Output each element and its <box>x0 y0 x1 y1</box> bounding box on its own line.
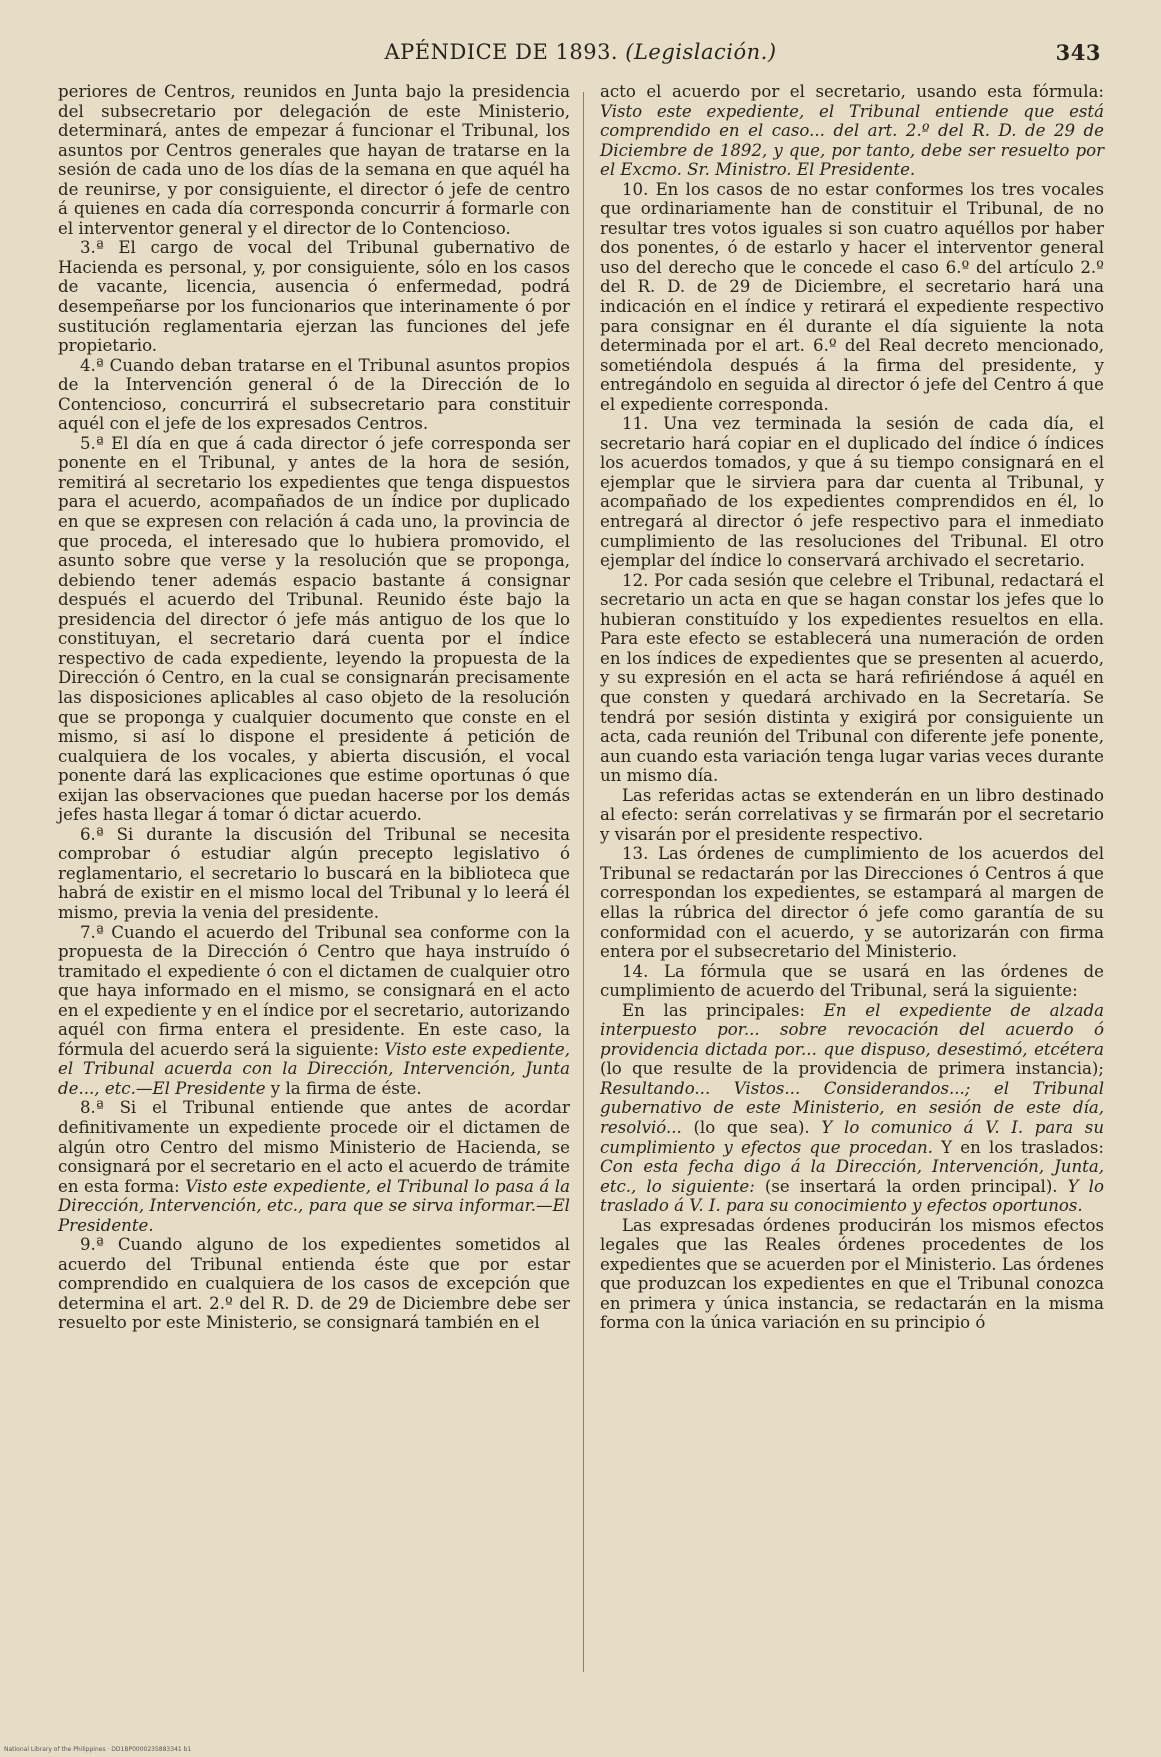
paragraph-text: 8.ª Si el Tribunal entiende que antes de acordar definitivamente un expediente procede oir el dictamen de algún otro Centro del mismo Ministerio de Hacienda, se consignará por el secretario en el acto el acuerdo de trámite en esta forma: <box>58 1098 570 1196</box>
paragraph-text: Las expresadas órdenes producirán los mismos efectos legales que las Reales órdenes procedentes de los expedientes que se acuerden por el Ministerio. Las órdenes que produzcan los expedientes en que el Tribunal conozca en primera y única instancia, se redactarán en la misma forma con la única variación en su principio ó <box>600 1215 1104 1333</box>
paragraph-text: 11. Una vez terminada la sesión de cada día, el secretario hará copiar en el duplicado del índice ó índices los acuerdos tomados, y que á su tiempo consignará en el ejemplar que le sirviera para dar cuenta al Tribunal, y acompañado de los expedientes comprendidos en él, lo entregará al director ó jefe respectivo para el inmediato cumplimiento de las resoluciones del Tribunal. El otro ejemplar del índice lo conservará archivado el secretario. <box>600 414 1104 571</box>
paragraph <box>600 786 1104 845</box>
paragraph-text: 6.ª Si durante la discusión del Tribunal se necesita comprobar ó estudiar algún precepto legislativo ó reglamentario, el secretario lo buscará en la biblioteca que habrá de existir en el mismo local del Tribunal y lo leerá él mismo, previa la venia del presidente. <box>58 824 570 922</box>
paragraph <box>600 844 1104 961</box>
paragraph <box>600 180 1104 415</box>
italic-text: Visto este expediente, el Tribunal entiende que está comprendido en el caso... del art. 2.º del R. D. de 29 de Diciembre de 1892, y que, por tanto, debe ser resuelto por el Excmo. Sr. Ministro. El Presidente. <box>600 101 1104 180</box>
paragraph-text: 4.ª Cuando deban tratarse en el Tribunal asuntos propios de la Intervención general ó de la Dirección de lo Contencioso, concurrirá el subsecretario para constituir aquél con el jefe de los expresados Centros. <box>58 355 570 434</box>
paragraph-text: 7.ª Cuando el acuerdo del Tribunal sea conforme con la propuesta de la Dirección ó Centro que haya instruído ó tramitado el expediente ó con el dictamen de cualquier otro que haya informado en el mismo, se consignará en el acto en el expediente y en el índice por el secretario, autorizando aquél con firma entera el presidente. En este caso, la fórmula del acuerdo será la siguiente: <box>58 922 570 1059</box>
page-header <box>60 40 1101 80</box>
paragraph-text: 13. Las órdenes de cumplimiento de los acuerdos del Tribunal se redactarán por las Direcciones ó Centros á que correspondan los expedientes, se estampará al margen de ellas la rúbrica del director ó jefe como garantía de su conformidad con el acuerdo, y se autorizarán con firma entera por el subsecretario del Ministerio. <box>600 844 1104 962</box>
paragraph <box>58 825 570 923</box>
italic-text: En el expediente de alzada interpuesto por... sobre revocación del acuerdo ó providencia dictada por... que dispuso, desestimó, etcétera <box>600 1000 1104 1059</box>
paragraph <box>600 1001 1104 1216</box>
paragraph-text: (lo que sea). <box>681 1117 822 1137</box>
paragraph-text: (lo que resulte de la providencia de primera instancia); <box>600 1059 1104 1079</box>
paragraph <box>58 82 570 238</box>
paragraph <box>58 434 570 825</box>
paragraph-text: 12. Por cada sesión que celebre el Tribunal, redactará el secretario un acta en que se hagan constar los jefes que lo hubieran constituído y los expedientes resueltos en ella. Para este efecto se establecerá una numeración de orden en los índices de expedientes que se presenten al acuerdo, y su expresión en el acta se hará refiriéndose á aquél en que consten y quedará archivado en la Secretaría. Se tendrá por sesión distinta y exigirá por consiguiente un acta, cada reunión del Tribunal con diferente jefe ponente, aun cuando esta variación tenga lugar varias veces durante un mismo día. <box>600 570 1104 786</box>
paragraph-text: acto el acuerdo por el secretario, usando esta fórmula: <box>600 82 1104 101</box>
paragraph-text: y la firma de éste. <box>265 1078 422 1098</box>
paragraph-text: En las principales: <box>622 1000 824 1020</box>
paragraph-text: (se insertará la orden principal). <box>754 1176 1068 1196</box>
paragraph-text: 3.ª El cargo de vocal del Tribunal gubernativo de Hacienda es personal, y, por consiguiente, sólo en los casos de vacante, licencia, ausencia ó enfermedad, podrá desempeñarse por los funcionarios que interinamente ó por sustitución reglamentaria ejerzan las funciones del jefe propietario. <box>58 238 570 356</box>
paragraph-text: Las referidas actas se extenderán en un libro destinado al efecto: serán correlativas y se firmarán por el secretario y visarán por el presidente respectivo. <box>600 785 1104 844</box>
paragraph-text: 10. En los casos de no estar conformes los tres vocales que ordinariamente han de constituir el Tribunal, de no resultar tres votos iguales si son cuatro aquéllos por haber dos ponentes, ó de estarlo y hacer el interventor general uso del derecho que le concede el caso 6.º del artículo 2.º del R. D. de 29 de Diciembre, el secretario hará una indicación en el índice y retirará el expediente respectivo para consignar en él durante el día siguiente la nota determinada por el art. 6.º del Real decreto mencionado, sometiéndola después á la firma del presidente, y entregándolo en seguida al director ó jefe del Centro á que el expediente corresponda. <box>600 179 1104 414</box>
scan-credit: National Library of the Philippines · DD1BP0000235883341 b1 <box>4 1746 192 1753</box>
italic-text: Y lo traslado á V. I. para su conocimiento y efectos oportunos. <box>600 1176 1104 1216</box>
page-number: 343 <box>1055 40 1101 65</box>
italic-text: Con esta fecha digo á la Dirección, Intervención, Junta, etc., lo siguiente: <box>600 1157 1104 1196</box>
italic-text: Visto este expediente, el Tribunal acuerda con la Dirección, Intervención, Junta de..., etc.—El Presidente <box>58 1039 570 1098</box>
paragraph-text: 14. La fórmula que se usará en las órdenes de cumplimiento de acuerdo del Tribunal, será la siguiente: <box>600 961 1104 1001</box>
paragraph <box>58 356 570 434</box>
paragraph <box>58 238 570 355</box>
column-divider <box>583 92 584 1672</box>
right-column <box>600 82 1104 1333</box>
paragraph-text: periores de Centros, reunidos en Junta bajo la presidencia del subsecretario por delegación de este Ministerio, determinará, antes de empezar á funcionar el Tribunal, los asuntos por Centros generales que hayan de tratarse en la sesión de cada uno de los días de la semana en que aquél ha de reunirse, y por consiguiente, el director ó jefe de centro á quienes en cada día corresponda concurrir á formarle con el interventor general y el director de lo Contencioso. <box>58 82 570 238</box>
running-title-text: APÉNDICE DE 1893. <box>384 40 626 64</box>
paragraph <box>600 571 1104 786</box>
paragraph <box>58 1098 570 1235</box>
paragraph <box>58 923 570 1099</box>
paragraph-text: 9.ª Cuando alguno de los expedientes sometidos al acuerdo del Tribunal entienda éste que por estar comprendido en cualquiera de los casos de excepción que determina el art. 2.º del R. D. de 29 de Diciembre debe ser resuelto por este Ministerio, se consignará también en el <box>58 1235 570 1333</box>
paragraph <box>58 1235 570 1333</box>
paragraph <box>600 414 1104 570</box>
left-column <box>58 82 570 1333</box>
italic-text: Resultando... Vistos... Considerandos...; el Tribunal gubernativo de este Ministerio, en sesión de este día, resolvió... <box>600 1078 1104 1137</box>
italic-text: Visto este expediente, el Tribunal lo pasa á la Dirección, Intervención, etc., para que se sirva informar.—El Presidente. <box>58 1176 570 1235</box>
paragraph-text: 5.ª El día en que á cada director ó jefe corresponda ser ponente en el Tribunal, y antes de la hora de sesión, remitirá al secretario los expedientes que tenga dispuestos para el acuerdo, acompañados de un índice por duplicado en que se expresen con relación á cada uno, la provincia de que proceda, el interesado que lo hubiera promovido, el asunto sobre que verse y la resolución que se proponga, debiendo tener además espacio bastante á consignar después el acuerdo del Tribunal. Reunido éste bajo la presidencia del director ó jefe más antiguo de los que lo constituyan, el secretario dará cuenta por el índice respectivo de cada expediente, leyendo la propuesta de la Dirección ó Centro, en la cual se consignarán precisamente las disposiciones aplicables al caso objeto de la resolución que se proponga y cualquier documento que conste en el mismo, si así lo dispone el presidente á petición de cualquiera de los vocales, y abierta discusión, el vocal ponente dará las explicaciones que estime oportunas ó que exijan las observaciones que puedan hacerse por los demás jefes hasta llegar á tomar ó dictar acuerdo. <box>58 433 570 825</box>
running-title <box>60 40 1101 64</box>
running-title-italic: (Legislación.) <box>625 40 777 64</box>
paragraph <box>600 1216 1104 1333</box>
paragraph <box>600 82 1104 180</box>
italic-text: Y lo comunico á V. I. para su cumplimiento y efectos que procedan. <box>600 1117 1105 1157</box>
paragraph-text: Y en los traslados: <box>932 1137 1104 1157</box>
paragraph <box>600 962 1104 1001</box>
